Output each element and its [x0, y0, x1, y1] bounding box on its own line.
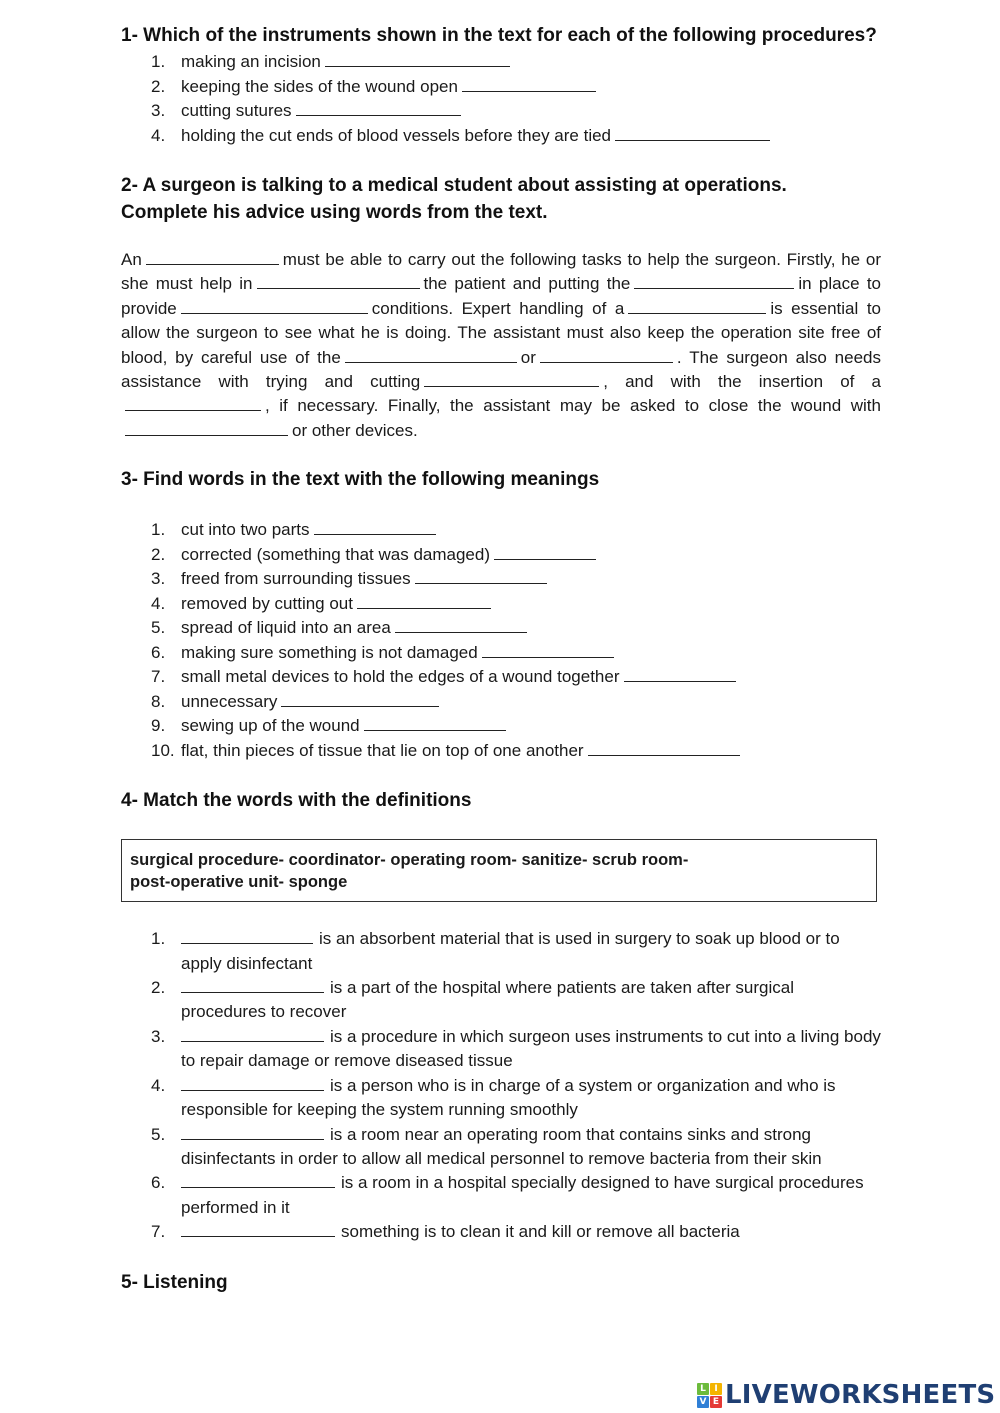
item-number: 2. [151, 76, 166, 96]
list-item [121, 75, 881, 100]
answer-blank[interactable] [415, 569, 547, 584]
list-item [121, 124, 881, 149]
answer-blank[interactable] [281, 692, 439, 707]
answer-blank[interactable] [181, 978, 324, 993]
item-number: 5. [151, 618, 166, 638]
list-item [121, 690, 881, 715]
definition-text: something is to clean it and kill or remove all bacteria [341, 1222, 740, 1242]
list-item [121, 616, 881, 641]
item-text: small metal devices to hold the edges of a wound together [181, 667, 620, 687]
word-bank-line-1: surgical procedure- coordinator- operating room- sanitize- scrub room- [130, 851, 689, 870]
answer-blank[interactable] [364, 716, 506, 731]
definition-item [121, 1171, 881, 1220]
paragraph-text: or other devices. [292, 420, 418, 440]
answer-blank[interactable] [482, 643, 614, 658]
item-text: removed by cutting out [181, 593, 353, 613]
item-number: 1. [151, 929, 166, 949]
answer-blank[interactable] [395, 618, 527, 633]
item-text: holding the cut ends of blood vessels before they are tied [181, 125, 612, 145]
section-2-title-line-1: 2- A surgeon is talking to a medical student about assisting at operations. [121, 175, 787, 196]
list-item [121, 99, 881, 124]
cloze-paragraph [121, 248, 881, 443]
item-number: 8. [151, 691, 166, 711]
item-number: 4. [151, 125, 166, 145]
list-item [121, 592, 881, 617]
answer-blank[interactable] [125, 396, 261, 411]
item-number: 1. [151, 52, 166, 71]
item-text: making an incision [181, 52, 321, 71]
answer-blank[interactable] [181, 1076, 324, 1091]
section-5-title: 5- Listening [121, 1271, 228, 1293]
section-4-list [121, 927, 881, 1244]
paragraph-text: An [121, 250, 142, 269]
item-text: cutting sutures [181, 101, 292, 120]
definition-text: is an absorbent material that is used in surgery to soak up blood or to apply disinfectant [181, 929, 840, 973]
item-text: flat, thin pieces of tissue that lie on top of one another [181, 740, 584, 760]
definition-item [121, 976, 881, 1025]
list-item [121, 567, 881, 592]
answer-blank[interactable] [314, 520, 436, 535]
definition-text: is a part of the hospital where patients are taken after surgical procedures to recover [181, 978, 794, 1022]
answer-blank[interactable] [181, 1027, 324, 1042]
section-3-title: 3- Find words in the text with the following meanings [121, 469, 600, 491]
paragraph-text: , if necessary. Finally, the assistant may be asked to close the wound with [265, 396, 881, 416]
answer-blank[interactable] [125, 421, 288, 436]
definition-item [121, 1025, 881, 1074]
answer-blank[interactable] [624, 667, 736, 682]
list-item [121, 518, 881, 543]
definition-item [121, 1123, 881, 1172]
list-item [121, 543, 881, 568]
section-2-title [121, 172, 881, 226]
definition-item [121, 1220, 881, 1244]
item-number: 7. [151, 667, 166, 687]
section-3 [121, 466, 881, 763]
logo-squares-icon [697, 1383, 722, 1408]
item-number: 7. [151, 1222, 166, 1242]
item-number: 6. [151, 642, 166, 662]
paragraph-text: , and with the insertion of a [603, 372, 881, 392]
logo-text: LIVEWORKSHEETS [725, 1380, 996, 1410]
paragraph-text: . The surgeon also needs assistance with trying and cutting [121, 347, 881, 392]
section-1-title: 1- Which of the instruments shown in the text for each of the following procedures? [121, 25, 877, 46]
definition-text: is a procedure in which surgeon uses instruments to cut into a living body to repair damage or remove diseased tissue [181, 1026, 881, 1071]
paragraph-text: is essential to allow the surgeon to see what he is doing. The assistant must also keep the operation site free of blood, by careful use of the [121, 298, 881, 367]
logo-letter-square: E [710, 1396, 722, 1408]
definition-text: is a room in a hospital specially designed to have surgical procedures performed in it [181, 1173, 864, 1217]
answer-blank[interactable] [181, 929, 313, 944]
item-number: 4. [151, 1075, 166, 1095]
section-4-title: 4- Match the words with the definitions [121, 790, 472, 812]
list-item [121, 739, 881, 764]
item-number: 4. [151, 593, 166, 613]
item-text: spread of liquid into an area [181, 618, 391, 638]
answer-blank[interactable] [146, 250, 279, 265]
answer-blank[interactable] [357, 594, 491, 609]
answer-blank[interactable] [462, 77, 596, 92]
answer-blank[interactable] [345, 348, 517, 363]
definition-item [121, 927, 881, 976]
paragraph-text: conditions. Expert handling of a [371, 298, 625, 318]
list-item [121, 665, 881, 690]
answer-blank[interactable] [325, 52, 510, 67]
answer-blank[interactable] [634, 274, 794, 289]
section-5 [121, 1269, 881, 1296]
answer-blank[interactable] [181, 299, 368, 314]
definition-text: is a person who is in charge of a system or organization and who is responsible for keeping the system running smoothly [181, 1075, 836, 1120]
answer-blank[interactable] [494, 545, 596, 560]
paragraph-text: in place to provide [121, 274, 882, 318]
item-number: 5. [151, 1124, 166, 1144]
item-number: 6. [151, 1173, 166, 1193]
logo-letter-square: V [697, 1396, 709, 1408]
item-number: 2. [151, 544, 166, 564]
answer-blank[interactable] [257, 274, 420, 289]
answer-blank[interactable] [424, 372, 599, 387]
list-item [121, 714, 881, 739]
paragraph-text: the patient and putting the [423, 274, 631, 294]
item-text: making sure something is not damaged [181, 642, 478, 662]
paragraph-text: or [520, 347, 536, 367]
definition-text: is a room near an operating room that contains sinks and strong disinfectants in order to allow all medical personnel to remove bacteria from their skin [181, 1124, 822, 1168]
section-2-title-line-2: Complete his advice using words from the text. [121, 202, 548, 223]
answer-blank[interactable] [296, 101, 461, 116]
logo-letter-square: I [710, 1383, 722, 1395]
list-item [121, 641, 881, 666]
paragraph-text: must be able to carry out the following tasks to help the surgeon. Firstly, he or she must help in [121, 250, 881, 294]
item-text: corrected (something that was damaged) [181, 544, 490, 564]
answer-blank[interactable] [181, 1173, 335, 1188]
word-bank-box [121, 839, 877, 902]
answer-blank[interactable] [615, 126, 770, 141]
list-item [121, 50, 881, 75]
section-3-list [121, 518, 881, 763]
answer-blank[interactable] [540, 348, 673, 363]
item-number: 10. [151, 740, 175, 760]
section-1 [121, 22, 881, 148]
item-number: 3. [151, 101, 166, 120]
answer-blank[interactable] [628, 299, 766, 314]
answer-blank[interactable] [181, 1125, 324, 1140]
definition-item [121, 1074, 881, 1123]
item-number: 1. [151, 520, 166, 540]
item-text: cut into two parts [181, 520, 310, 540]
logo-letter-square: L [697, 1383, 709, 1395]
item-number: 3. [151, 1026, 166, 1046]
item-text: unnecessary [181, 691, 278, 711]
section-1-list [121, 50, 881, 148]
answer-blank[interactable] [181, 1222, 335, 1237]
section-4 [121, 787, 881, 1244]
section-2 [121, 172, 881, 443]
item-text: freed from surrounding tissues [181, 569, 411, 589]
word-bank-line-2: post-operative unit- sponge [130, 873, 348, 892]
worksheet [121, 22, 881, 1296]
item-text: keeping the sides of the wound open [181, 76, 458, 96]
liveworksheets-logo [697, 1380, 995, 1410]
item-number: 9. [151, 716, 166, 736]
answer-blank[interactable] [588, 741, 740, 756]
item-number: 3. [151, 569, 166, 589]
item-text: sewing up of the wound [181, 716, 360, 736]
item-number: 2. [151, 978, 166, 998]
